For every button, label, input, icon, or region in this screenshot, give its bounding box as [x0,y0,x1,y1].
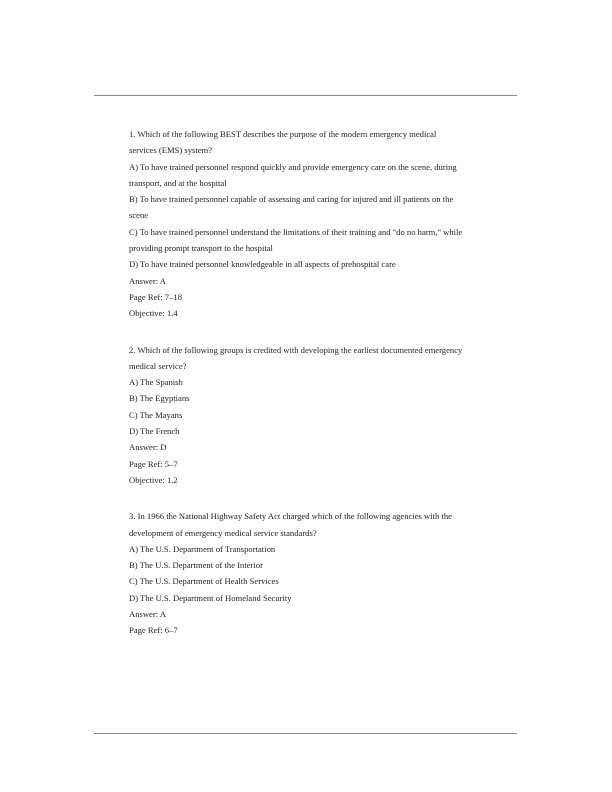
question-1-option-c-line-2: providing prompt transport to the hospital [129,243,273,254]
question-list [129,126,501,659]
question-3-option-c: C) The U.S. Department of Health Services [129,576,279,587]
question-3-stem-line-1: 3. In 1966 the National Highway Safety Act charged which of the following agencies with the [129,511,452,522]
header-rule [94,95,517,96]
question-1-option-b-line-1: B) To have trained personnel capable of assessing and caring for injured and ill patients on the [129,194,454,205]
question-1-stem-line-2: services (EMS) system? [129,145,213,156]
question-3-page-ref: Page Ref: 6–7 [129,625,178,636]
question-1 [129,126,501,322]
question-2-option-c: C) The Mayans [129,409,183,420]
footer-rule [94,733,517,734]
question-3-option-a: A) The U.S. Department of Transportation [129,543,276,554]
question-1-page-ref: Page Ref: 7–18 [129,291,182,302]
question-2-option-d: D) The French [129,426,180,437]
question-2-page-ref: Page Ref: 5–7 [129,458,178,469]
question-1-answer: Answer: A [129,275,166,286]
question-1-option-d: D) To have trained personnel knowledgeable in all aspects of prehospital care [129,259,396,270]
question-1-option-a-line-2: transport, and at the hospital [129,177,227,188]
question-3 [129,508,501,638]
question-3-stem-line-2: development of emergency medical service standards? [129,527,317,538]
question-2-option-a: A) The Spanish [129,377,183,388]
question-2-stem-line-2: medical service? [129,360,187,371]
question-3-answer: Answer: A [129,609,166,620]
question-2-option-b: B) The Egyptians [129,393,190,404]
question-1-option-b-line-2: scene [129,210,149,221]
question-2-answer: Answer: D [129,442,167,453]
question-1-stem-line-1: 1. Which of the following BEST describes the purpose of the modern emergency medical [129,129,437,139]
question-2 [129,342,501,489]
question-1-option-c-line-1: C) To have trained personnel understand the limitations of their training and "do no harm," while [129,226,463,237]
question-2-stem-line-1: 2. Which of the following groups is credited with developing the earliest documented emergency [129,344,463,355]
question-1-objective: Objective: 1.4 [129,308,178,319]
question-3-option-d: D) The U.S. Department of Homeland Security [129,592,292,603]
question-1-option-a-line-1: A) To have trained personnel respond quickly and provide emergency care on the scene, during [129,161,457,172]
question-3-option-b: B) The U.S. Department of the Interior [129,560,263,571]
question-2-objective: Objective: 1.2 [129,474,178,485]
